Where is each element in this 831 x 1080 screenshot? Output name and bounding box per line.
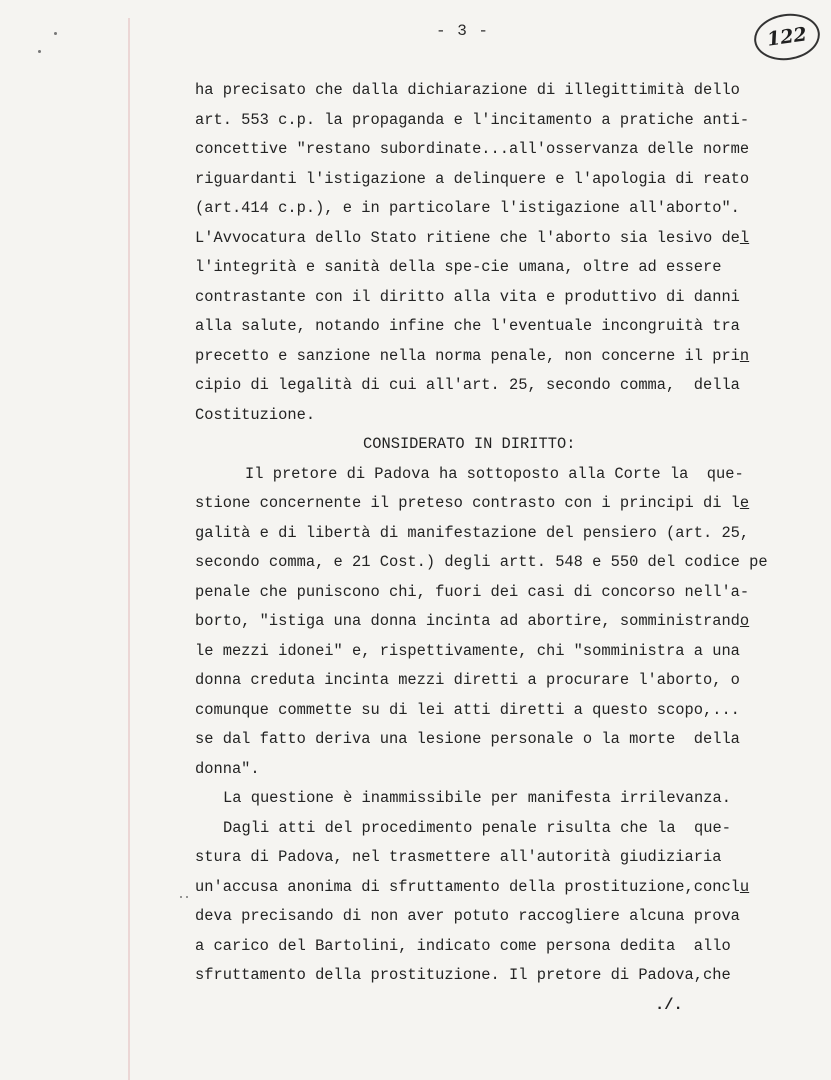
ink-speck [38, 50, 41, 53]
line-text: cipio di legalità di cui all'art. 25, secondo comma, della [195, 376, 740, 394]
line-text: borto, "istiga una donna incinta ad abortire, somministrand [195, 612, 740, 630]
body-text [195, 76, 795, 1020]
line-text: art. 553 c.p. la propaganda e l'incitamento a pratiche anti- [195, 110, 750, 129]
continuation-text: ./. [655, 995, 683, 1014]
underlined-char: l [739, 228, 750, 247]
stamp-number: 122 [765, 23, 809, 51]
line-text: comunque commette su di lei atti diretti a questo scopo,... [195, 700, 740, 719]
line-text: l'integrità e sanità della spe-cie umana, oltre ad essere [195, 258, 722, 276]
text-line [195, 784, 795, 814]
underlined-char: u [739, 877, 750, 896]
margin-rule [128, 18, 130, 1080]
text-line [195, 932, 795, 962]
ink-speck [180, 896, 182, 898]
heading-text: CONSIDERATO IN DIRITTO: [363, 435, 576, 453]
text-line [195, 637, 795, 667]
line-text: precetto e sanzione nella norma penale, non concerne il pri [195, 346, 740, 365]
line-text: donna creduta incinta mezzi diretti a procurare l'aborto, o [195, 671, 740, 689]
text-line [195, 489, 795, 519]
text-line [195, 843, 795, 873]
line-text: La questione è inammissibile per manifesta irrilevanza. [223, 789, 731, 807]
text-line [195, 725, 795, 755]
line-text: deva precisando di non aver potuto raccogliere alcuna prova [195, 907, 740, 925]
text-line [195, 961, 795, 991]
text-line [195, 253, 795, 283]
ink-speck [54, 32, 57, 35]
line-text: penale che puniscono chi, fuori dei casi di concorso nell'a- [195, 582, 750, 601]
text-line [195, 902, 795, 932]
text-line [195, 873, 795, 903]
underlined-char: n [739, 346, 750, 365]
text-line [195, 106, 795, 136]
text-line [195, 666, 795, 696]
text-line [195, 696, 795, 726]
line-text: concettive "restano subordinate...all'osservanza delle norme [195, 140, 750, 158]
line-text: un'accusa anonima di sfruttamento della prostituzione,concl [195, 877, 740, 896]
text-line [195, 135, 795, 165]
line-text: sfruttamento della prostituzione. Il pretore di Padova,che [195, 966, 731, 984]
underlined-char: o [739, 612, 750, 630]
page-stamp [751, 10, 823, 65]
line-text: L'Avvocatura dello Stato ritiene che l'aborto sia lesivo de [195, 228, 740, 247]
line-text: le mezzi idonei" e, rispettivamente, chi "somministra a una [195, 641, 740, 660]
text-line [195, 312, 795, 342]
line-text: Costituzione. [195, 405, 316, 424]
line-text: alla salute, notando infine che l'eventuale incongruità tra [195, 317, 740, 335]
text-line [195, 607, 795, 637]
text-line [195, 224, 795, 254]
text-line [195, 283, 795, 313]
line-text: riguardanti l'istigazione a delinquere e l'apologia di reato [195, 169, 750, 188]
section-heading [195, 430, 795, 460]
text-line [195, 548, 795, 578]
continuation-mark [195, 991, 795, 1021]
line-text: Il pretore di Padova ha sottoposto alla Corte la que- [245, 464, 744, 483]
text-line [195, 76, 795, 106]
text-line [195, 401, 795, 431]
line-text: contrastante con il diritto alla vita e produttivo di danni [195, 287, 740, 306]
underlined-char: e [739, 494, 750, 512]
line-text: a carico del Bartolini, indicato come persona dedita allo [195, 936, 731, 955]
line-text: secondo comma, e 21 Cost.) degli artt. 548 e 550 del codice pe [195, 553, 768, 571]
text-line [195, 371, 795, 401]
line-text: (art.414 c.p.), e in particolare l'istigazione all'aborto". [195, 199, 740, 217]
text-line [195, 814, 795, 844]
text-line [195, 342, 795, 372]
line-text: stura di Padova, nel trasmettere all'autorità giudiziaria [195, 848, 722, 866]
text-line [195, 755, 795, 785]
text-line [195, 460, 795, 490]
line-text: galità e di libertà di manifestazione del pensiero (art. 25, [195, 523, 750, 542]
ink-speck [186, 896, 188, 898]
text-line [195, 165, 795, 195]
page-number: - 3 - [436, 22, 490, 40]
text-line [195, 519, 795, 549]
line-text: ha precisato che dalla dichiarazione di illegittimità dello [195, 81, 740, 99]
text-line [195, 194, 795, 224]
line-text: donna". [195, 759, 260, 778]
line-text: stione concernente il preteso contrasto con i principi di l [195, 494, 740, 512]
text-line [195, 578, 795, 608]
line-text: se dal fatto deriva una lesione personale o la morte della [195, 730, 740, 748]
line-text: Dagli atti del procedimento penale risulta che la que- [223, 818, 731, 837]
